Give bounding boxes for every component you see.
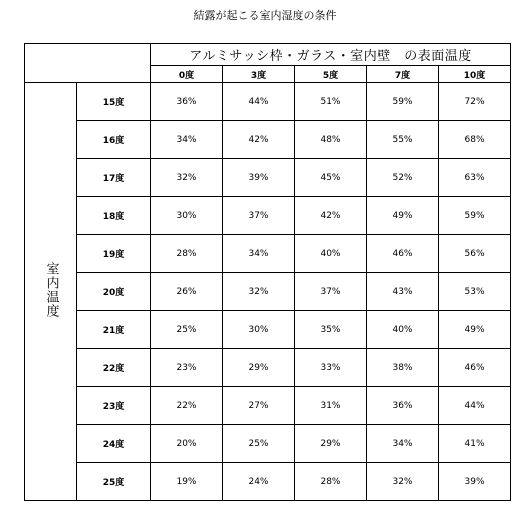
humidity-cell: 39%: [223, 159, 295, 197]
humidity-cell: 40%: [295, 235, 367, 273]
table-row: [25, 197, 511, 235]
humidity-cell: 44%: [223, 83, 295, 121]
humidity-cell: 51%: [295, 83, 367, 121]
row-header: 15度: [77, 83, 151, 121]
humidity-cell: 42%: [223, 121, 295, 159]
humidity-cell: 20%: [151, 425, 223, 463]
humidity-cell: 68%: [439, 121, 511, 159]
column-header-2: 5度: [295, 66, 367, 83]
humidity-cell: 29%: [223, 349, 295, 387]
row-header: 17度: [77, 159, 151, 197]
table-corner-cell: [25, 44, 151, 83]
humidity-cell: 49%: [367, 197, 439, 235]
humidity-cell: 63%: [439, 159, 511, 197]
humidity-cell: 32%: [151, 159, 223, 197]
humidity-cell: 25%: [223, 425, 295, 463]
column-header-1: 3度: [223, 66, 295, 83]
humidity-cell: 27%: [223, 387, 295, 425]
humidity-cell: 34%: [223, 235, 295, 273]
row-header: 19度: [77, 235, 151, 273]
humidity-cell: 32%: [367, 463, 439, 501]
row-header: 20度: [77, 273, 151, 311]
humidity-cell: 53%: [439, 273, 511, 311]
humidity-cell: 34%: [367, 425, 439, 463]
humidity-cell: 42%: [295, 197, 367, 235]
humidity-cell: 23%: [151, 349, 223, 387]
room-temperature-label: 室内温度: [43, 261, 59, 318]
column-header-0: 0度: [151, 66, 223, 83]
table-row: [25, 387, 511, 425]
humidity-cell: 59%: [367, 83, 439, 121]
table-row: [25, 159, 511, 197]
humidity-cell: 29%: [295, 425, 367, 463]
humidity-cell: 30%: [151, 197, 223, 235]
table-row: [25, 121, 511, 159]
table-row: [25, 83, 511, 121]
humidity-cell: 33%: [295, 349, 367, 387]
table-row: [25, 349, 511, 387]
humidity-cell: 25%: [151, 311, 223, 349]
row-header: 18度: [77, 197, 151, 235]
table-row: [25, 235, 511, 273]
table-row: [25, 463, 511, 501]
humidity-cell: 45%: [295, 159, 367, 197]
humidity-cell: 43%: [367, 273, 439, 311]
humidity-cell: 49%: [439, 311, 511, 349]
humidity-cell: 46%: [439, 349, 511, 387]
humidity-cell: 36%: [151, 83, 223, 121]
humidity-cell: 37%: [223, 197, 295, 235]
humidity-cell: 40%: [367, 311, 439, 349]
humidity-cell: 31%: [295, 387, 367, 425]
table-row: [25, 311, 511, 349]
humidity-cell: 72%: [439, 83, 511, 121]
room-temperature-group-cell: [25, 83, 77, 501]
humidity-cell: 59%: [439, 197, 511, 235]
table-header-row: [25, 44, 511, 66]
row-header: 24度: [77, 425, 151, 463]
humidity-cell: 44%: [439, 387, 511, 425]
humidity-cell: 39%: [439, 463, 511, 501]
humidity-cell: 48%: [295, 121, 367, 159]
row-header: 21度: [77, 311, 151, 349]
column-header-3: 7度: [367, 66, 439, 83]
row-header: 16度: [77, 121, 151, 159]
humidity-cell: 41%: [439, 425, 511, 463]
humidity-cell: 26%: [151, 273, 223, 311]
humidity-cell: 38%: [367, 349, 439, 387]
humidity-cell: 32%: [223, 273, 295, 311]
table-row: [25, 273, 511, 311]
row-header: 25度: [77, 463, 151, 501]
humidity-cell: 52%: [367, 159, 439, 197]
humidity-cell: 55%: [367, 121, 439, 159]
humidity-cell: 24%: [223, 463, 295, 501]
humidity-cell: 34%: [151, 121, 223, 159]
humidity-cell: 36%: [367, 387, 439, 425]
page-title: 結露が起こる室内湿度の条件: [193, 9, 337, 22]
humidity-cell: 37%: [295, 273, 367, 311]
humidity-condition-table: [24, 43, 511, 501]
humidity-cell: 35%: [295, 311, 367, 349]
humidity-cell: 46%: [367, 235, 439, 273]
humidity-cell: 56%: [439, 235, 511, 273]
humidity-cell: 30%: [223, 311, 295, 349]
humidity-cell: 19%: [151, 463, 223, 501]
surface-temperature-header: アルミサッシ枠・ガラス・室内壁 の表面温度: [151, 44, 511, 66]
humidity-cell: 22%: [151, 387, 223, 425]
row-header: 22度: [77, 349, 151, 387]
column-header-4: 10度: [439, 66, 511, 83]
humidity-cell: 28%: [151, 235, 223, 273]
table-row: [25, 425, 511, 463]
row-header: 23度: [77, 387, 151, 425]
humidity-cell: 28%: [295, 463, 367, 501]
